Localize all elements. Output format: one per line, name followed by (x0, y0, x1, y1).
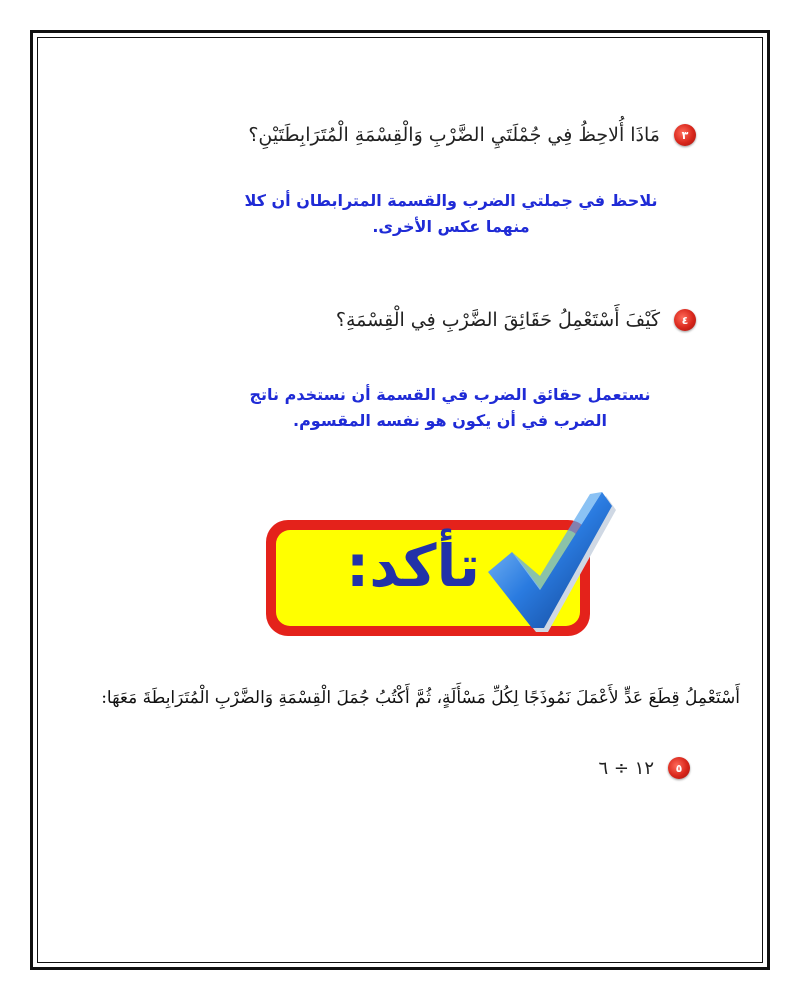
question-number-badge: ٤ (674, 309, 696, 331)
question-3 (248, 124, 696, 146)
answer-line: الضرب في أن يكون هو نفسه المقسوم. (293, 411, 607, 430)
instruction-text: أَسْتَعْمِلُ قِطَعَ عَدٍّ لأَعْمَلَ نَمُوذَجًا لِكُلِّ مَسْأَلَةٍ، ثُمَّ أَكْتُبُ جُمَلَ الْقِسْمَةِ وَالضَّرْبِ الْمُتَرَابِطَةَ مَعَهَا: (101, 688, 740, 708)
question-text: كَيْفَ أَسْتَعْمِلُ حَقَائِقَ الضَّرْبِ فِي الْقِسْمَةِ؟ (335, 309, 660, 331)
answer-line: نستعمل حقائق الضرب في القسمة أن نستخدم ناتج (249, 385, 651, 404)
question-4 (336, 309, 696, 331)
answer-line: منهما عكس الأخرى. (372, 217, 530, 236)
exercise-5 (598, 757, 690, 779)
question-text: مَاذَا أُلاحِظُ فِي جُمْلَتَيِ الضَّرْبِ وَالْقِسْمَةِ الْمُتَرَابِطَتَيْنِ؟ (248, 124, 660, 146)
checkmark-icon (470, 486, 620, 636)
answer-3 (236, 188, 666, 240)
answer-line: نلاحظ في جملتي الضرب والقسمة المترابطان أن كلا (244, 191, 658, 210)
answer-4 (230, 382, 670, 434)
exercise-number-badge: ٥ (668, 757, 690, 779)
exercise-expression: ١٢ ÷ ٦ (598, 757, 654, 779)
banner-title: تأكد: (346, 532, 480, 600)
page-border-inner (37, 37, 763, 963)
question-number-badge: ٣ (674, 124, 696, 146)
